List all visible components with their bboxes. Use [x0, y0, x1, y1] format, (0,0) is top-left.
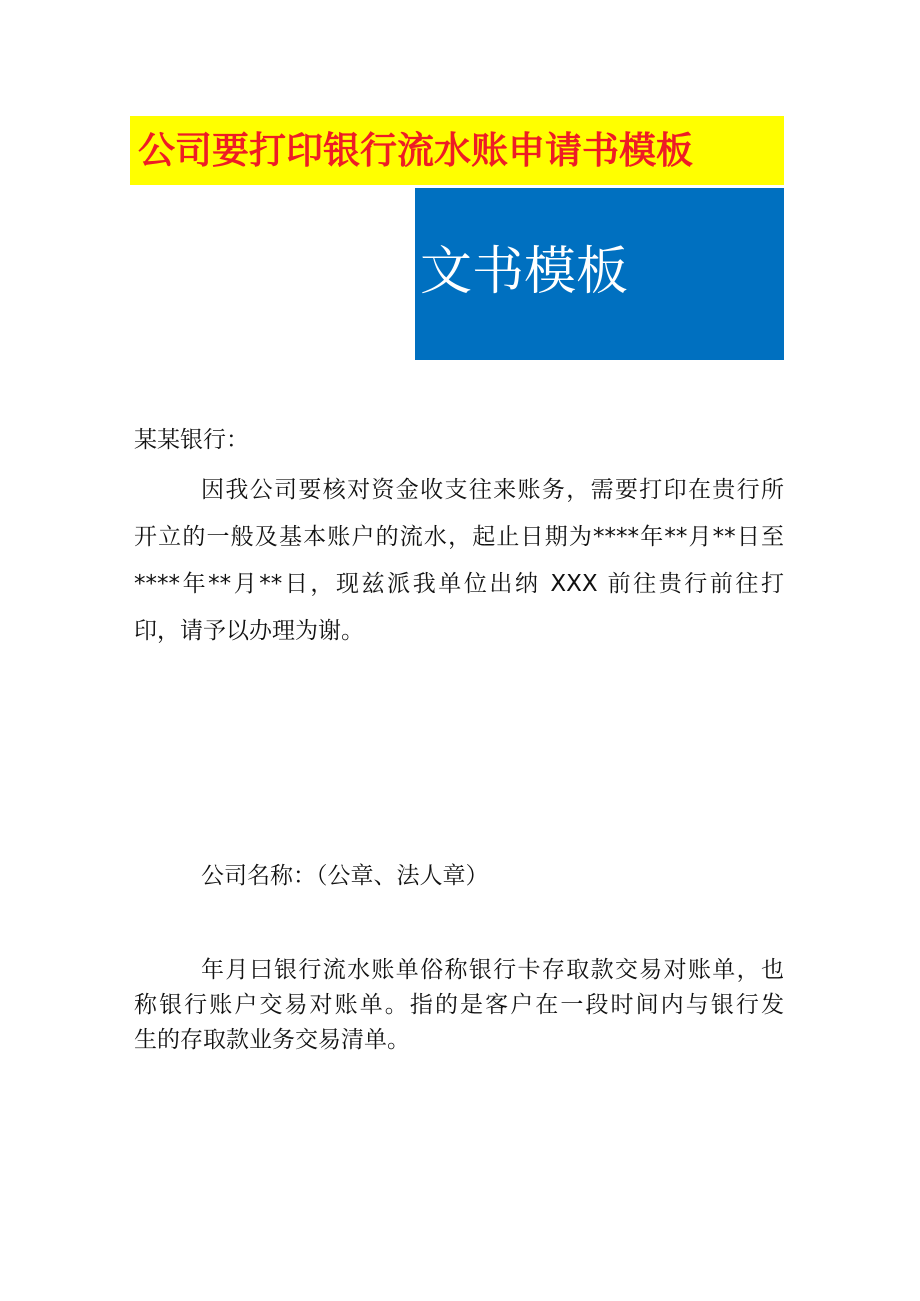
paragraph-line: 称银行账户交易对账单。指的是客户在一段时间内与银行发	[134, 992, 784, 1018]
request-paragraph	[134, 467, 784, 655]
document-title: 公司要打印银行流水账申请书模板	[138, 129, 693, 172]
paragraph-line: 生的存取款业务交易清单。	[134, 1027, 410, 1053]
subtitle-box	[415, 188, 784, 360]
company-name-line: 公司名称：（公章、法人章）	[201, 863, 489, 889]
paragraph-line: 开立的一般及基本账户的流水，起止日期为****年**月**日至	[134, 524, 784, 550]
salutation: 某某银行：	[134, 427, 249, 453]
title-banner	[130, 116, 784, 185]
paragraph-line: ****年**月**日，现兹派我单位出纳 XXX 前往贵行前往打	[134, 571, 784, 597]
paragraph-line: 年月曰银行流水账单俗称银行卡存取款交易对账单，也	[201, 957, 784, 983]
explanation-paragraph	[134, 953, 784, 1058]
subtitle-text: 文书模板	[420, 242, 629, 302]
paragraph-line: 因我公司要核对资金收支往来账务，需要打印在贵行所	[201, 477, 784, 503]
paragraph-line: 印，请予以办理为谢。	[134, 618, 364, 644]
